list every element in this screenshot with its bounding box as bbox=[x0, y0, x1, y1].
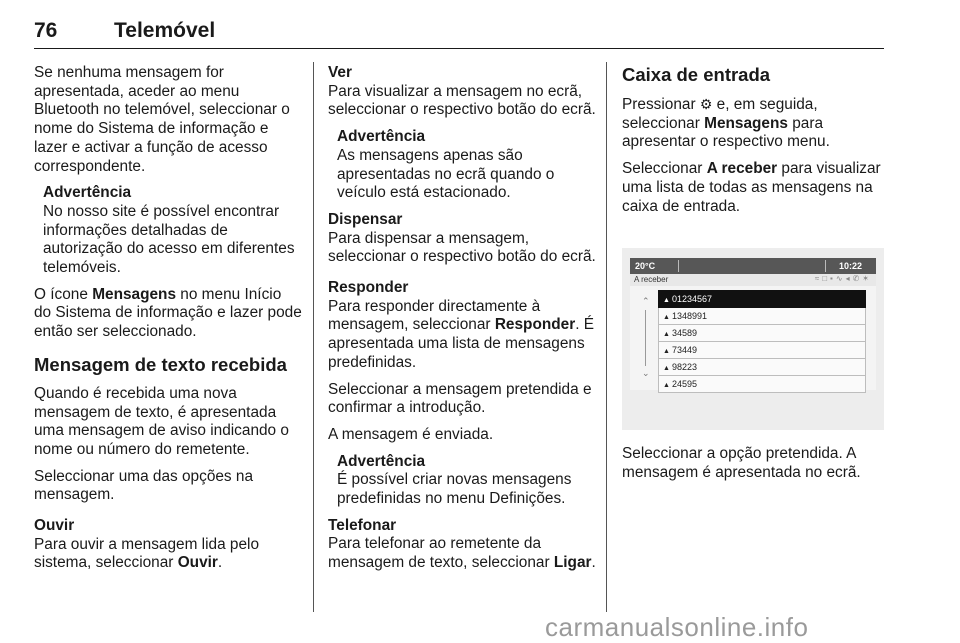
paragraph: Para ouvir a mensagem lida pelo sistema, seleccionar Ouvir. bbox=[34, 535, 259, 572]
note bbox=[43, 184, 302, 278]
envelope-icon: ▲ bbox=[663, 382, 670, 389]
note-title: Advertência bbox=[337, 452, 426, 470]
page-title: Telemóvel bbox=[114, 19, 216, 42]
subheading-ouvir: Ouvir bbox=[34, 517, 75, 535]
screen-title-bar bbox=[630, 274, 876, 286]
section-heading: Caixa de entrada bbox=[622, 64, 771, 85]
page-header bbox=[34, 10, 884, 49]
paragraph: Pressionar ⚙ e, em seguida, seleccionar Mensagens para apresentar o respectivo menu. bbox=[622, 96, 830, 151]
envelope-icon: ▲ bbox=[663, 331, 670, 338]
subheading-dispensar: Dispensar bbox=[328, 210, 403, 228]
list-item[interactable]: ▲ 98223 bbox=[658, 359, 866, 376]
note-title: Advertência bbox=[337, 128, 426, 146]
paragraph: A mensagem é enviada. bbox=[328, 425, 494, 443]
paragraph: Para dispensar a mensagem, seleccionar o respectivo botão do ecrã. bbox=[328, 229, 596, 266]
a-receber-term: A receber bbox=[706, 160, 778, 178]
temperature: 20°C bbox=[635, 261, 656, 271]
column-1 bbox=[34, 64, 302, 581]
paragraph: Seleccionar a opção pretendida. A mensagem é apresentada no ecrã. bbox=[622, 445, 861, 481]
note-body: É possível criar novas mensagens predefinidas no menu Definições. bbox=[337, 471, 572, 508]
section-heading: Mensagem de texto recebida bbox=[34, 353, 287, 375]
envelope-icon: ▲ bbox=[663, 297, 670, 304]
column-3 bbox=[622, 64, 890, 224]
paragraph: Para visualizar a mensagem no ecrã, seleccionar o respectivo botão do ecrã. bbox=[328, 82, 596, 119]
screen-status-bar bbox=[630, 258, 876, 274]
column-divider bbox=[313, 62, 314, 612]
mensagens-term: Mensagens bbox=[92, 285, 177, 303]
note bbox=[337, 128, 596, 203]
infotainment-screen-image bbox=[622, 248, 884, 430]
screen-content bbox=[630, 286, 876, 390]
paragraph: Seleccionar A receber para visualizar uma lista de todas as mensagens na caixa de entrada. bbox=[622, 160, 881, 215]
scroll-track bbox=[645, 310, 646, 366]
list-item[interactable]: ▲ 73449 bbox=[658, 342, 866, 359]
envelope-icon: ▲ bbox=[663, 348, 670, 355]
note bbox=[337, 453, 596, 509]
ligar-term: Ligar bbox=[553, 554, 592, 572]
paragraph: Quando é recebida uma nova mensagem de texto, é apresentada uma mensagem de aviso indicando o nome ou número do remetente. bbox=[34, 384, 289, 458]
column-divider bbox=[606, 62, 607, 612]
subheading-telefonar: Telefonar bbox=[328, 516, 397, 534]
gear-icon: ⚙ bbox=[699, 96, 713, 112]
divider bbox=[678, 260, 679, 272]
mensagens-term: Mensagens bbox=[704, 114, 788, 132]
divider bbox=[825, 260, 826, 272]
paragraph: Para telefonar ao remetente da mensagem de texto, seleccionar Ligar. bbox=[328, 535, 596, 572]
column-2 bbox=[328, 64, 596, 581]
column-3-bottom bbox=[622, 445, 890, 490]
list-item[interactable]: ▲ 34589 bbox=[658, 325, 866, 342]
inbox-label: A receber bbox=[634, 275, 669, 284]
page-number: 76 bbox=[34, 19, 58, 42]
list-item[interactable]: ▲ 01234567 bbox=[658, 290, 866, 308]
paragraph: Seleccionar a mensagem pretendida e confirmar a introdução. bbox=[328, 380, 592, 417]
paragraph: Se nenhuma mensagem for apresentada, aceder ao menu Bluetooth no telemóvel, seleccionar o nome do Sistema de informação e lazer e activar a função de acesso correspondente. bbox=[34, 64, 290, 175]
paragraph: O ícone Mensagens no menu Início do Sistema de informação e lazer pode então ser seleccionado. bbox=[34, 285, 302, 341]
list-item[interactable]: ▲ 1348991 bbox=[658, 308, 866, 325]
note-body: As mensagens apenas são apresentadas no ecrã quando o veículo está estacionado. bbox=[337, 146, 555, 202]
list-item[interactable]: ▲ 24595 bbox=[658, 376, 866, 393]
note-title: Advertência bbox=[43, 184, 132, 202]
scrollbar[interactable] bbox=[642, 296, 650, 381]
subheading-responder: Responder bbox=[328, 279, 409, 297]
subheading-ver: Ver bbox=[328, 64, 352, 81]
note-body: No nosso site é possível encontrar informações detalhadas de autorização do acesso em diferentes telemóveis. bbox=[43, 202, 295, 277]
chevron-up-icon[interactable]: ⌃ bbox=[642, 296, 650, 306]
responder-term: Responder bbox=[494, 316, 576, 334]
status-icons: ≈□▪∿◂✆✶ bbox=[814, 274, 872, 283]
message-list bbox=[658, 290, 866, 393]
paragraph: Para responder directamente à mensagem, seleccionar Responder. É apresentada uma lista de mensagens predefinidas. bbox=[328, 297, 595, 371]
ouvir-term: Ouvir bbox=[177, 554, 218, 572]
watermark: carmanualsonline.info bbox=[545, 612, 809, 642]
envelope-icon: ▲ bbox=[663, 365, 670, 372]
chevron-down-icon[interactable]: ⌄ bbox=[642, 368, 650, 378]
envelope-icon: ▲ bbox=[663, 314, 670, 321]
paragraph: Seleccionar uma das opções na mensagem. bbox=[34, 467, 254, 504]
clock: 10:22 bbox=[838, 261, 862, 271]
